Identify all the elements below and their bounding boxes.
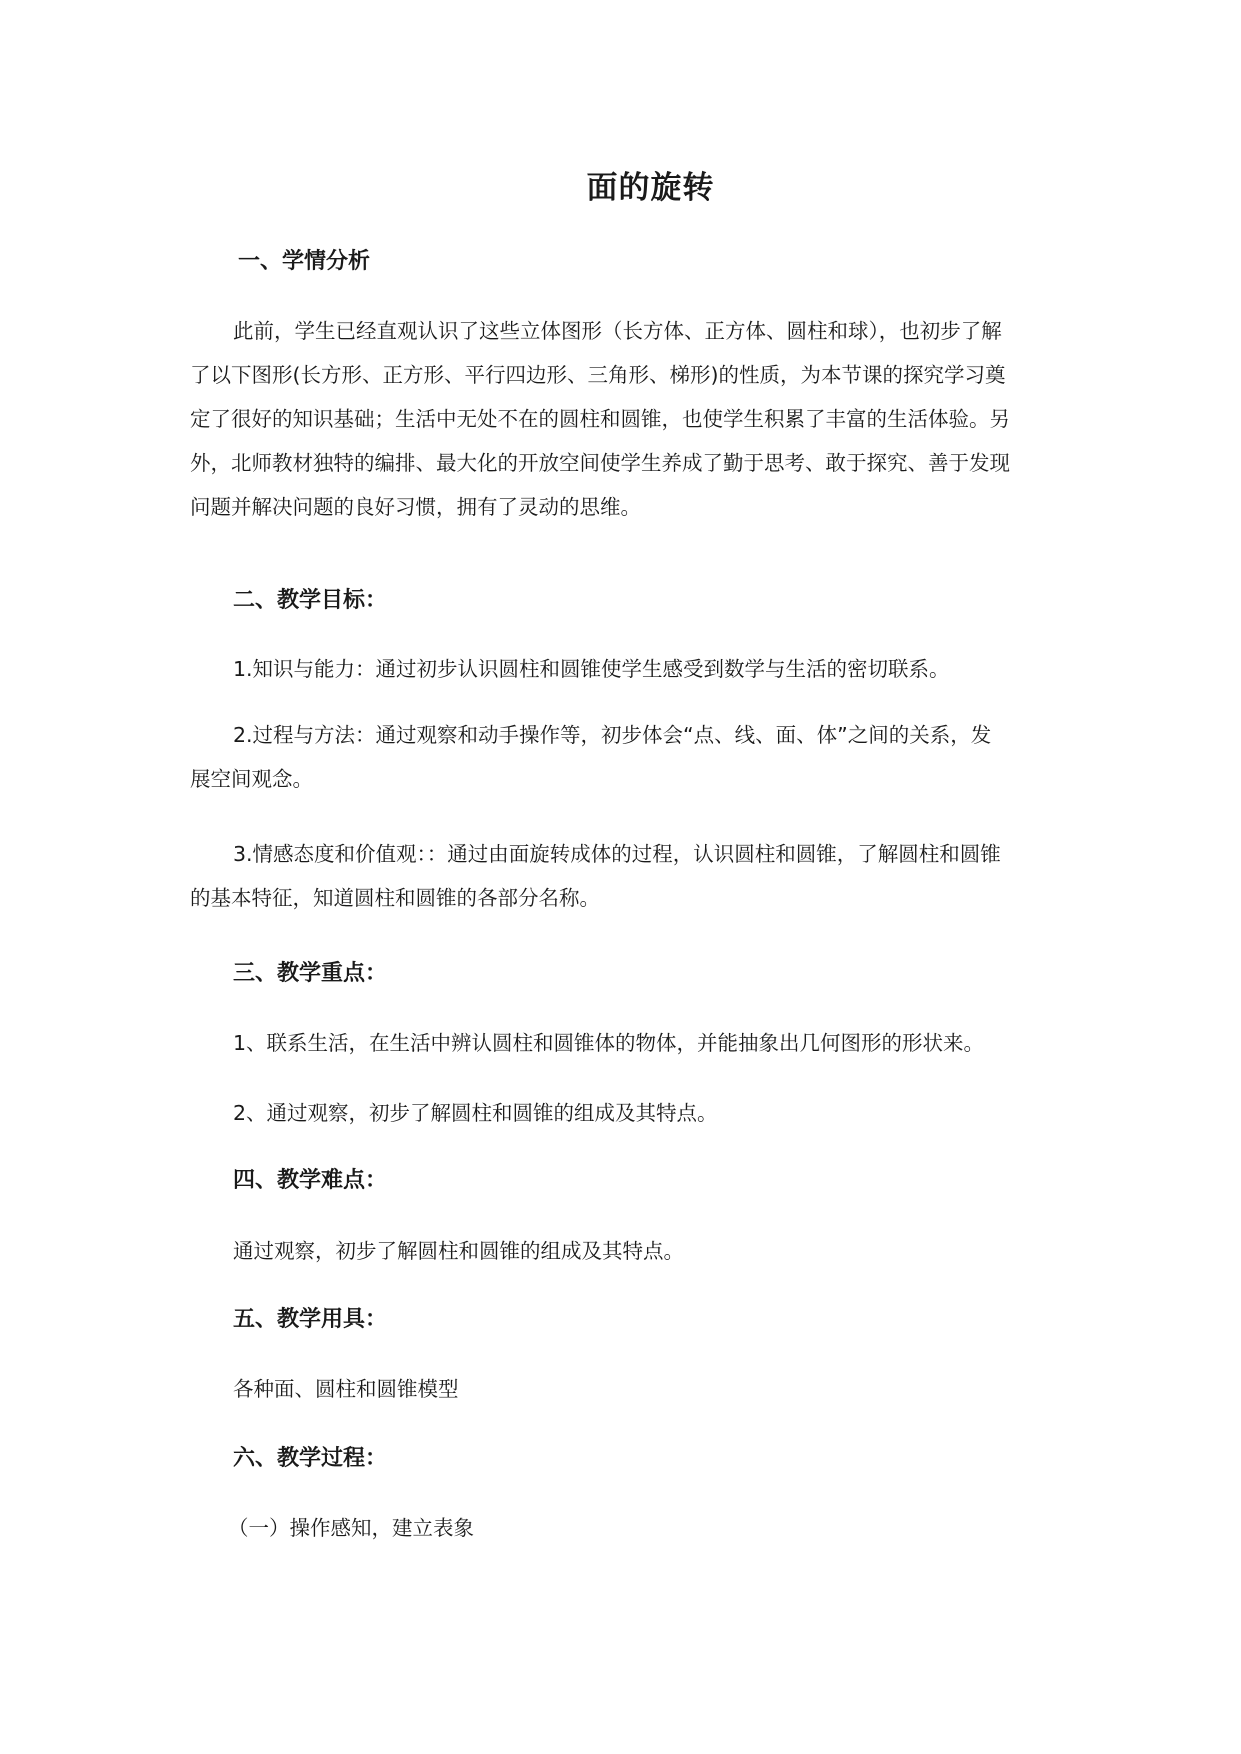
paragraph-line: 3.情感态度和价值观：：通过由面旋转成体的过程，认识圆柱和圆锥，了解圆柱和圆锥	[233, 842, 1001, 866]
document-title: 面的旋转	[586, 170, 715, 206]
objective-item-2	[190, 713, 1060, 801]
section-heading-2: 二、教学目标：	[233, 588, 388, 613]
process-subheading: （一）操作感知，建立表象	[228, 1516, 474, 1540]
paragraph-line: 2.过程与方法：通过观察和动手操作等，初步体会“点、线、面、体”之间的关系，发	[233, 723, 992, 747]
keypoint-item-2: 2、通过观察，初步了解圆柱和圆锥的组成及其特点。	[233, 1101, 718, 1125]
paragraph-line: 此前，学生已经直观认识了这些立体图形（长方体、正方体、圆柱和球），也初步了解	[233, 319, 1002, 343]
keypoint-item-1: 1、联系生活，在生活中辨认圆柱和圆锥体的物体，并能抽象出几何图形的形状来。	[233, 1031, 985, 1055]
objective-item-1: 1.知识与能力：通过初步认识圆柱和圆锥使学生感受到数学与生活的密切联系。	[233, 657, 950, 681]
paragraph-learning-analysis	[190, 309, 1060, 529]
paragraph-line: 的基本特征，知道圆柱和圆锥的各部分名称。	[190, 886, 600, 910]
section-heading-6: 六、教学过程：	[233, 1446, 388, 1471]
paragraph-line: 了以下图形(长方形、正方形、平行四边形、三角形、梯形)的性质，为本节课的探究学习奠	[190, 363, 1006, 387]
tools-text: 各种面、圆柱和圆锥模型	[233, 1377, 459, 1401]
objective-item-3	[190, 832, 1060, 920]
difficulty-text: 通过观察，初步了解圆柱和圆锥的组成及其特点。	[233, 1239, 684, 1263]
paragraph-line: 定了很好的知识基础；生活中无处不在的圆柱和圆锥，也使学生积累了丰富的生活体验。另	[190, 407, 1010, 431]
paragraph-line: 外，北师教材独特的编排、最大化的开放空间使学生养成了勤于思考、敢于探究、善于发现	[190, 451, 1010, 475]
section-heading-4: 四、教学难点：	[233, 1168, 388, 1193]
section-heading-5: 五、教学用具：	[233, 1307, 388, 1332]
section-heading-1: 一、学情分析	[238, 249, 371, 274]
paragraph-line: 问题并解决问题的良好习惯，拥有了灵动的思维。	[190, 495, 641, 519]
paragraph-line: 展空间观念。	[190, 767, 313, 791]
section-heading-3: 三、教学重点：	[233, 961, 388, 986]
